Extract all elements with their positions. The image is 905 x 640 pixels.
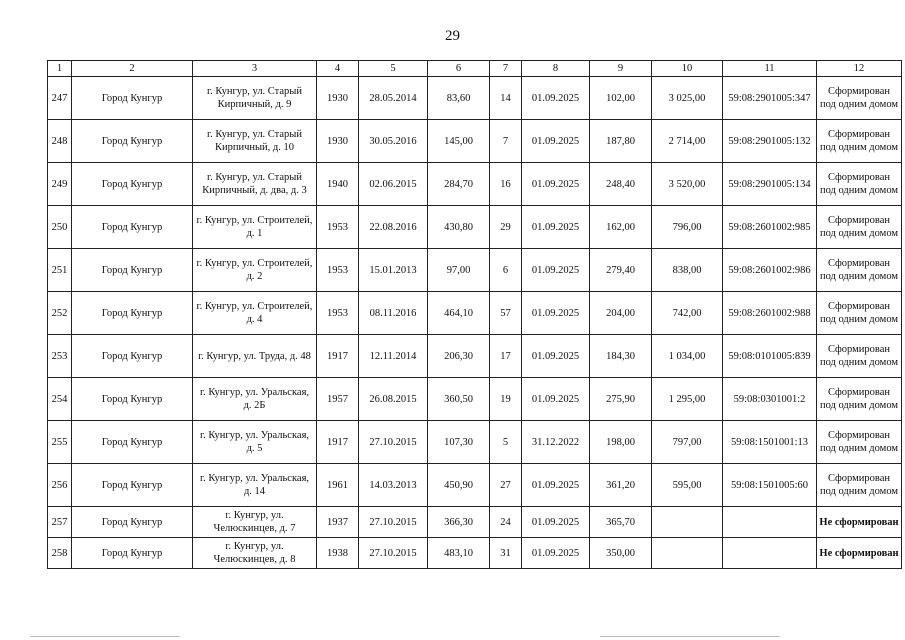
land-area-cell: 361,20: [590, 464, 652, 507]
resettlement-deadline-cell: 01.09.2025: [522, 163, 590, 206]
land-status-cell: Сформирован под одним домом: [817, 421, 902, 464]
column-header: 6: [428, 61, 490, 77]
row-number-cell: 254: [48, 378, 72, 421]
resettlement-deadline-cell: 01.09.2025: [522, 538, 590, 569]
cadastral-value-cell: 796,00: [652, 206, 723, 249]
year-built-cell: 1937: [317, 507, 359, 538]
year-built-cell: 1953: [317, 249, 359, 292]
address-cell: г. Кунгур, ул. Строителей, д. 2: [193, 249, 317, 292]
area-cell: 360,50: [428, 378, 490, 421]
land-area-cell: 102,00: [590, 77, 652, 120]
cadastral-number-cell: 59:08:2601002:985: [723, 206, 817, 249]
address-cell: г. Кунгур, ул. Уральская, д. 5: [193, 421, 317, 464]
row-number-cell: 248: [48, 120, 72, 163]
row-number-cell: 255: [48, 421, 72, 464]
land-area-cell: 204,00: [590, 292, 652, 335]
municipality-cell: Город Кунгур: [72, 249, 193, 292]
housing-registry-table: [47, 60, 902, 569]
column-header: 9: [590, 61, 652, 77]
column-header: 12: [817, 61, 902, 77]
column-header: 7: [490, 61, 522, 77]
page-number: 29: [445, 28, 460, 44]
cadastral-number-cell: 59:08:1501005:60: [723, 464, 817, 507]
residents-cell: 17: [490, 335, 522, 378]
table-header-row: [48, 61, 902, 77]
area-cell: 483,10: [428, 538, 490, 569]
row-number-cell: 252: [48, 292, 72, 335]
cadastral-number-cell: 59:08:1501001:13: [723, 421, 817, 464]
table-row: [48, 249, 902, 292]
table-row: [48, 378, 902, 421]
municipality-cell: Город Кунгур: [72, 378, 193, 421]
table-row: [48, 292, 902, 335]
resettlement-deadline-cell: 01.09.2025: [522, 378, 590, 421]
area-cell: 145,00: [428, 120, 490, 163]
year-built-cell: 1938: [317, 538, 359, 569]
column-header: 10: [652, 61, 723, 77]
cadastral-value-cell: 3 025,00: [652, 77, 723, 120]
resettlement-deadline-cell: 01.09.2025: [522, 249, 590, 292]
land-status-cell: Сформирован под одним домом: [817, 120, 902, 163]
row-number-cell: 249: [48, 163, 72, 206]
cadastral-value-cell: 3 520,00: [652, 163, 723, 206]
land-status-cell: Сформирован под одним домом: [817, 292, 902, 335]
table-row: [48, 507, 902, 538]
land-area-cell: 275,90: [590, 378, 652, 421]
municipality-cell: Город Кунгур: [72, 421, 193, 464]
year-built-cell: 1961: [317, 464, 359, 507]
land-area-cell: 162,00: [590, 206, 652, 249]
cadastral-number-cell: 59:08:2901005:347: [723, 77, 817, 120]
survey-date-cell: 12.11.2014: [359, 335, 428, 378]
area-cell: 83,60: [428, 77, 490, 120]
year-built-cell: 1917: [317, 421, 359, 464]
cadastral-value-cell: 838,00: [652, 249, 723, 292]
year-built-cell: 1940: [317, 163, 359, 206]
land-status-cell: Сформирован под одним домом: [817, 163, 902, 206]
column-header: 1: [48, 61, 72, 77]
row-number-cell: 250: [48, 206, 72, 249]
residents-cell: 7: [490, 120, 522, 163]
scan-artifact-line: [30, 636, 180, 637]
land-area-cell: 187,80: [590, 120, 652, 163]
area-cell: 107,30: [428, 421, 490, 464]
residents-cell: 31: [490, 538, 522, 569]
land-area-cell: 184,30: [590, 335, 652, 378]
municipality-cell: Город Кунгур: [72, 507, 193, 538]
column-header: 4: [317, 61, 359, 77]
cadastral-number-cell: 59:08:2901005:132: [723, 120, 817, 163]
column-header: 11: [723, 61, 817, 77]
table-row: [48, 120, 902, 163]
resettlement-deadline-cell: 01.09.2025: [522, 120, 590, 163]
survey-date-cell: 27.10.2015: [359, 421, 428, 464]
table-row: [48, 464, 902, 507]
municipality-cell: Город Кунгур: [72, 206, 193, 249]
address-cell: г. Кунгур, ул. Старый Кирпичный, д. два, д. 3: [193, 163, 317, 206]
resettlement-deadline-cell: 31.12.2022: [522, 421, 590, 464]
year-built-cell: 1953: [317, 206, 359, 249]
municipality-cell: Город Кунгур: [72, 335, 193, 378]
area-cell: 450,90: [428, 464, 490, 507]
land-status-cell: Сформирован под одним домом: [817, 378, 902, 421]
cadastral-value-cell: 797,00: [652, 421, 723, 464]
cadastral-value-cell: 2 714,00: [652, 120, 723, 163]
land-status-cell: Сформирован под одним домом: [817, 249, 902, 292]
table-row: [48, 538, 902, 569]
row-number-cell: 251: [48, 249, 72, 292]
land-status-cell: Не сформирован: [817, 507, 902, 538]
resettlement-deadline-cell: 01.09.2025: [522, 292, 590, 335]
area-cell: 206,30: [428, 335, 490, 378]
year-built-cell: 1917: [317, 335, 359, 378]
year-built-cell: 1930: [317, 77, 359, 120]
column-header: 2: [72, 61, 193, 77]
resettlement-deadline-cell: 01.09.2025: [522, 77, 590, 120]
area-cell: 430,80: [428, 206, 490, 249]
cadastral-number-cell: 59:08:0101005:839: [723, 335, 817, 378]
address-cell: г. Кунгур, ул. Строителей, д. 4: [193, 292, 317, 335]
address-cell: г. Кунгур, ул. Строителей, д. 1: [193, 206, 317, 249]
residents-cell: 57: [490, 292, 522, 335]
survey-date-cell: 15.01.2013: [359, 249, 428, 292]
year-built-cell: 1957: [317, 378, 359, 421]
address-cell: г. Кунгур, ул. Челюскинцев, д. 8: [193, 538, 317, 569]
municipality-cell: Город Кунгур: [72, 464, 193, 507]
resettlement-deadline-cell: 01.09.2025: [522, 464, 590, 507]
resettlement-deadline-cell: 01.09.2025: [522, 507, 590, 538]
land-status-cell: Сформирован под одним домом: [817, 335, 902, 378]
row-number-cell: 256: [48, 464, 72, 507]
table-row: [48, 335, 902, 378]
land-status-cell: Сформирован под одним домом: [817, 206, 902, 249]
municipality-cell: Город Кунгур: [72, 292, 193, 335]
survey-date-cell: 14.03.2013: [359, 464, 428, 507]
address-cell: г. Кунгур, ул. Уральская, д. 2Б: [193, 378, 317, 421]
cadastral-number-cell: 59:08:0301001:2: [723, 378, 817, 421]
area-cell: 284,70: [428, 163, 490, 206]
cadastral-number-cell: 59:08:2601002:986: [723, 249, 817, 292]
row-number-cell: 247: [48, 77, 72, 120]
residents-cell: 5: [490, 421, 522, 464]
municipality-cell: Город Кунгур: [72, 538, 193, 569]
table-row: [48, 163, 902, 206]
address-cell: г. Кунгур, ул. Уральская, д. 14: [193, 464, 317, 507]
residents-cell: 27: [490, 464, 522, 507]
municipality-cell: Город Кунгур: [72, 120, 193, 163]
table-body: [48, 77, 902, 569]
land-status-cell: Сформирован под одним домом: [817, 77, 902, 120]
cadastral-number-cell: 59:08:2601002:988: [723, 292, 817, 335]
survey-date-cell: 30.05.2016: [359, 120, 428, 163]
land-area-cell: 198,00: [590, 421, 652, 464]
resettlement-deadline-cell: 01.09.2025: [522, 335, 590, 378]
land-status-cell: Сформирован под одним домом: [817, 464, 902, 507]
cadastral-value-cell: [652, 538, 723, 569]
survey-date-cell: 26.08.2015: [359, 378, 428, 421]
cadastral-value-cell: 1 034,00: [652, 335, 723, 378]
area-cell: 464,10: [428, 292, 490, 335]
residents-cell: 29: [490, 206, 522, 249]
address-cell: г. Кунгур, ул. Труда, д. 48: [193, 335, 317, 378]
column-header: 3: [193, 61, 317, 77]
cadastral-value-cell: [652, 507, 723, 538]
municipality-cell: Город Кунгур: [72, 163, 193, 206]
residents-cell: 24: [490, 507, 522, 538]
row-number-cell: 257: [48, 507, 72, 538]
year-built-cell: 1930: [317, 120, 359, 163]
residents-cell: 19: [490, 378, 522, 421]
survey-date-cell: 27.10.2015: [359, 538, 428, 569]
land-area-cell: 350,00: [590, 538, 652, 569]
survey-date-cell: 08.11.2016: [359, 292, 428, 335]
residents-cell: 16: [490, 163, 522, 206]
land-area-cell: 279,40: [590, 249, 652, 292]
survey-date-cell: 28.05.2014: [359, 77, 428, 120]
table-row: [48, 421, 902, 464]
cadastral-value-cell: 742,00: [652, 292, 723, 335]
residents-cell: 6: [490, 249, 522, 292]
area-cell: 366,30: [428, 507, 490, 538]
resettlement-deadline-cell: 01.09.2025: [522, 206, 590, 249]
table-row: [48, 77, 902, 120]
address-cell: г. Кунгур, ул. Старый Кирпичный, д. 9: [193, 77, 317, 120]
residents-cell: 14: [490, 77, 522, 120]
cadastral-value-cell: 595,00: [652, 464, 723, 507]
area-cell: 97,00: [428, 249, 490, 292]
year-built-cell: 1953: [317, 292, 359, 335]
cadastral-number-cell: [723, 538, 817, 569]
row-number-cell: 253: [48, 335, 72, 378]
table-row: [48, 206, 902, 249]
land-area-cell: 365,70: [590, 507, 652, 538]
municipality-cell: Город Кунгур: [72, 77, 193, 120]
row-number-cell: 258: [48, 538, 72, 569]
cadastral-number-cell: [723, 507, 817, 538]
cadastral-number-cell: 59:08:2901005:134: [723, 163, 817, 206]
cadastral-value-cell: 1 295,00: [652, 378, 723, 421]
address-cell: г. Кунгур, ул. Челюскинцев, д. 7: [193, 507, 317, 538]
survey-date-cell: 27.10.2015: [359, 507, 428, 538]
scan-artifact-line: [600, 636, 780, 637]
address-cell: г. Кунгур, ул. Старый Кирпичный, д. 10: [193, 120, 317, 163]
land-area-cell: 248,40: [590, 163, 652, 206]
survey-date-cell: 02.06.2015: [359, 163, 428, 206]
column-header: 5: [359, 61, 428, 77]
column-header: 8: [522, 61, 590, 77]
survey-date-cell: 22.08.2016: [359, 206, 428, 249]
land-status-cell: Не сформирован: [817, 538, 902, 569]
